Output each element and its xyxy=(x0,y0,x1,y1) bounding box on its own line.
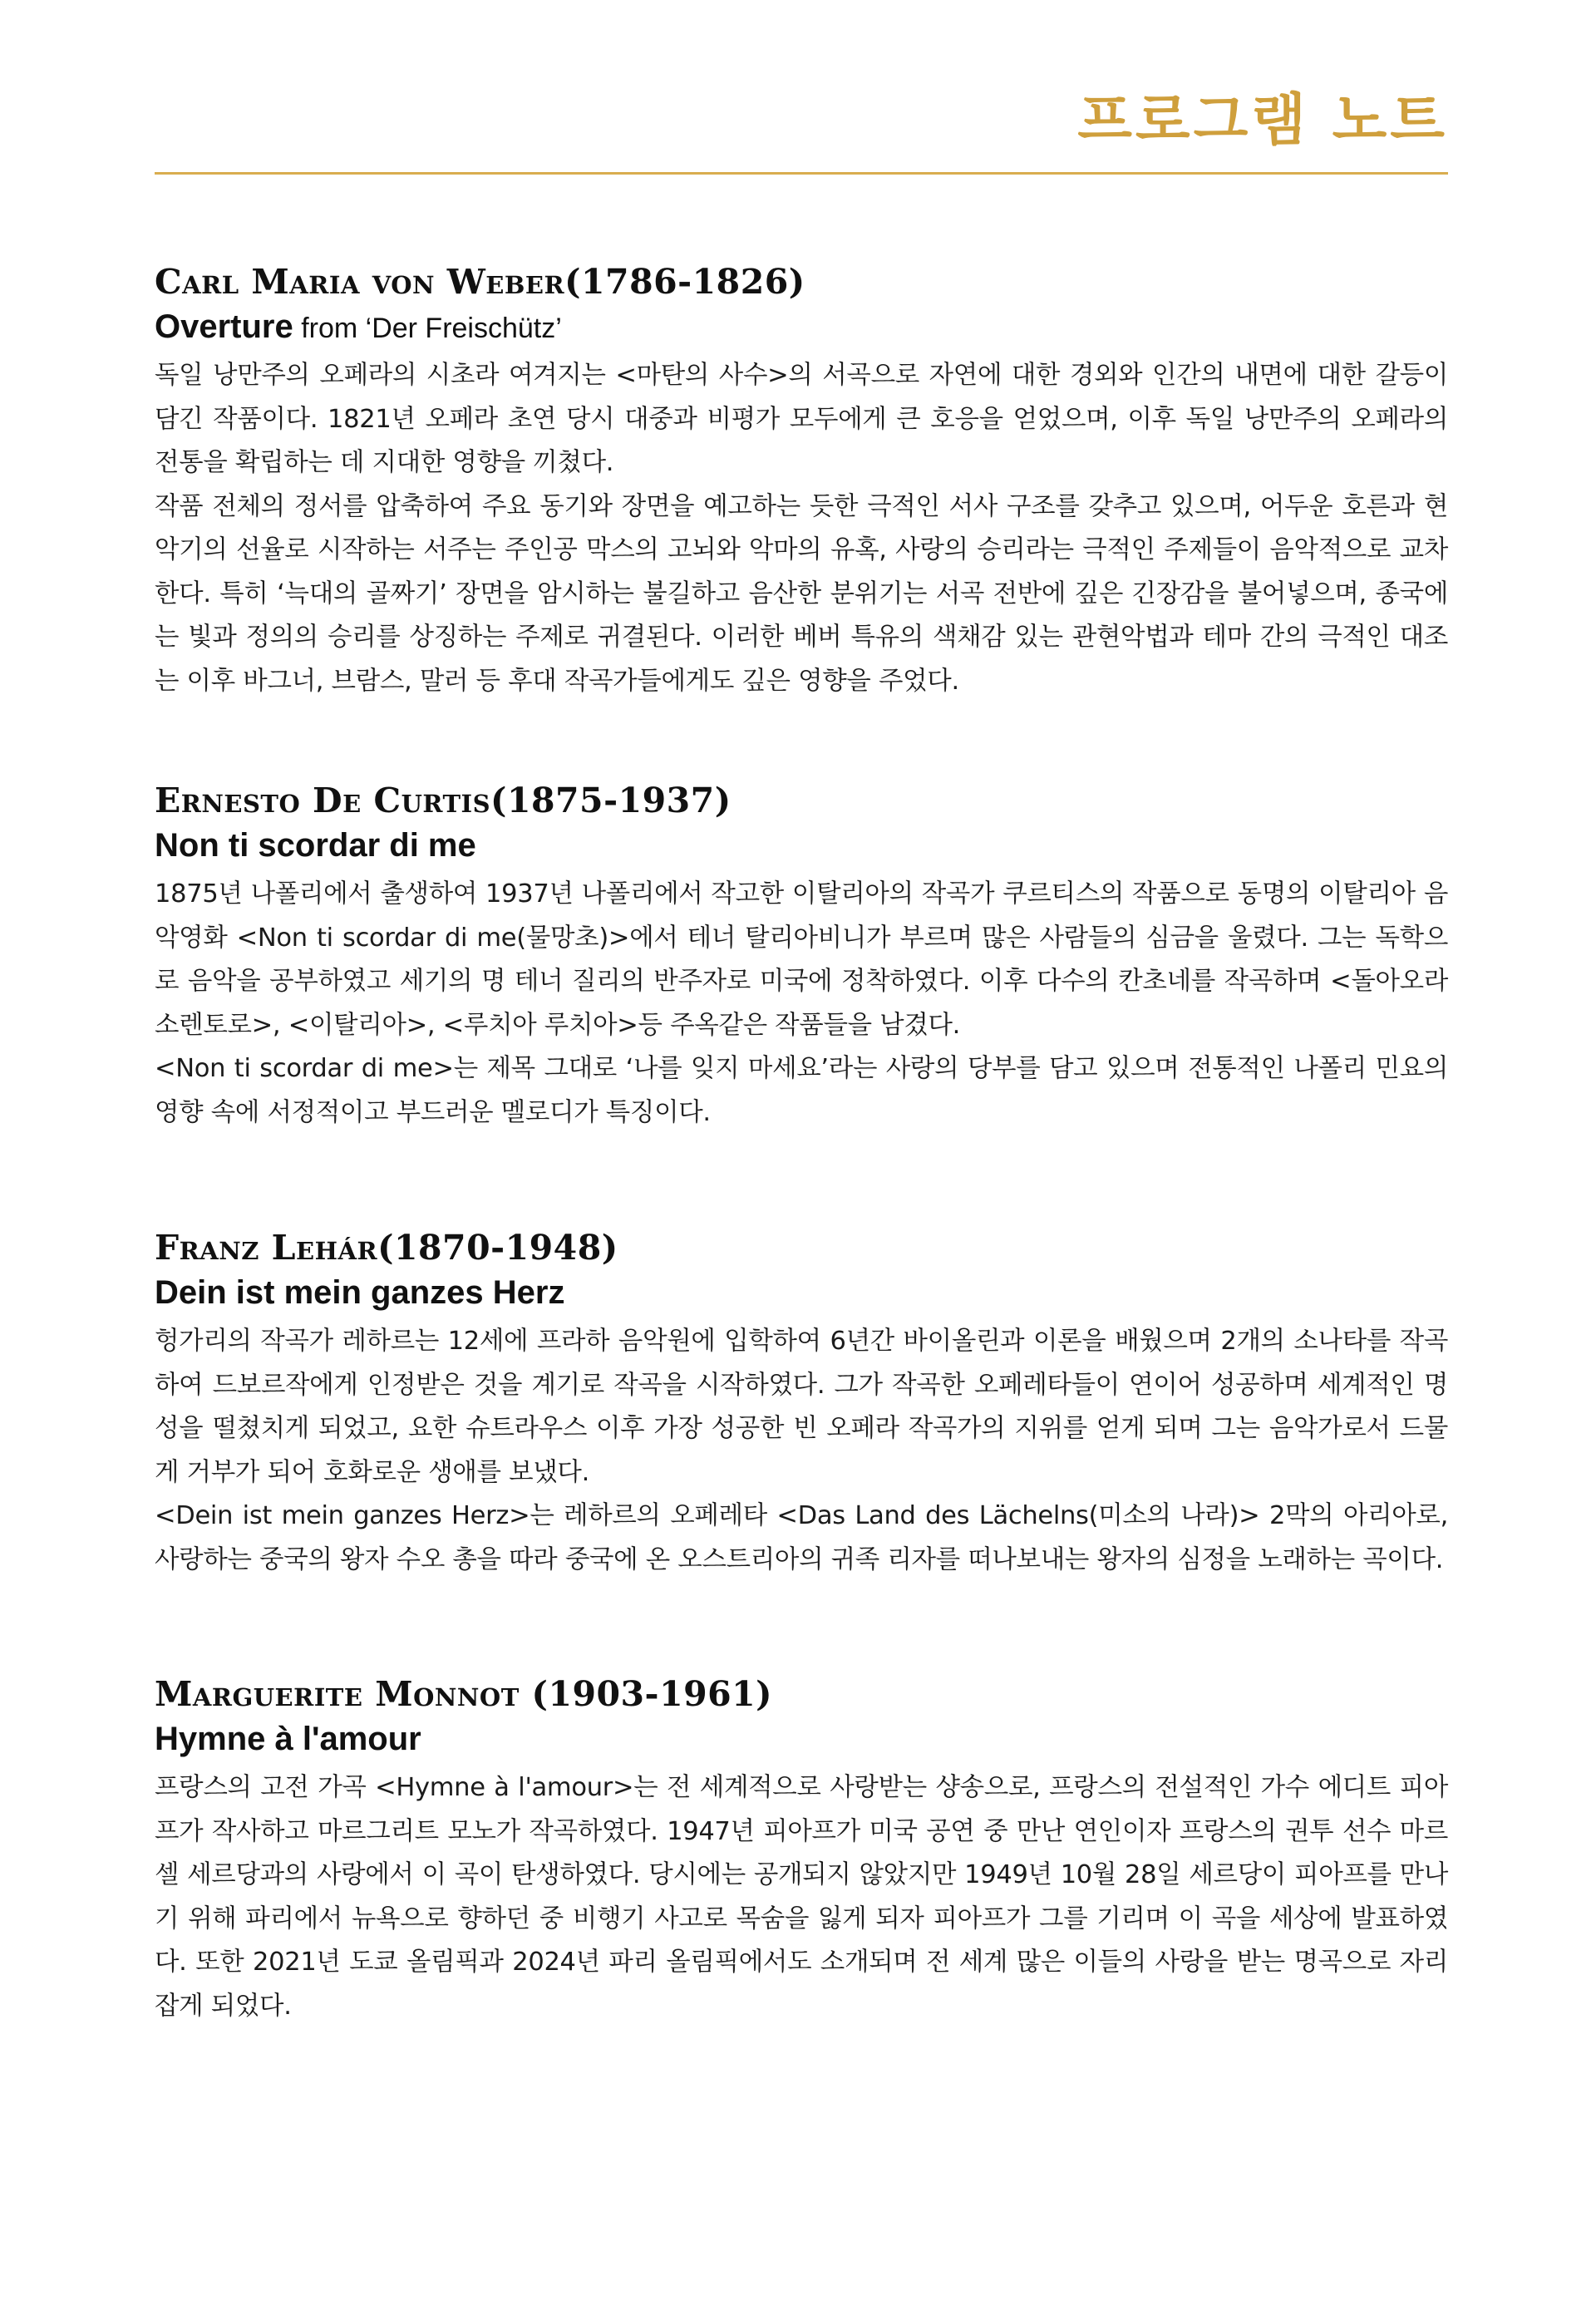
composer-heading: Ernesto De Curtis(1875-1937) xyxy=(155,781,732,820)
note-paragraph: 프랑스의 고전 가곡 <Hymne à l'amour>는 전 세계적으로 사랑받는 샹송으로, 프랑스의 전설적인 가수 에디트 피아프가 작사하고 마르그리트 모노가 작곡하였다. 1947년 피아프가 미국 공연 중 만난 연인이자 프랑스의 권투 선수 마르셀 세르당과의 사랑에서 이 곡이 탄생하였다. 당시에는 공개되지 않았지만 1949년 10월 28일 세르당이 피아프를 만나기 위해 파리에서 뉴욕으로 향하던 중 비행기 사고로 목숨을 잃게 되자 피아프가 그를 기리며 이 곡을 세상에 발표하였다. 또한 2021년 도쿄 올림픽과 2024년 파리 올림픽에서도 소개되며 전 세계 많은 이들의 사랑을 받는 명곡으로 자리 잡게 되었다. xyxy=(155,1773,1449,2021)
note-paragraph: 1875년 나폴리에서 출생하여 1937년 나폴리에서 작고한 이탈리아의 작곡가 쿠르티스의 작품으로 동명의 이탈리아 음악영화 <Non ti scordar di me(물망초)>에서 테너 탈리아비니가 부르며 많은 사람들의 심금을 울렸다. 그는 독학으로 음악을 공부하였고 세기의 명 테너 질리의 반주자로 미국에 정착하였다. 이후 다수의 칸초네를 작곡하며 <돌아오라 소렌토로>, <이탈리아>, <루치아 루치아>등 주옥같은 작품들을 남겼다. xyxy=(155,879,1448,1040)
note-paragraph: <Dein ist mein ganzes Herz>는 레하르의 오페레타 <Das Land des Lächelns(미소의 나라)> 2막의 아리아로, 사랑하는 중국의 왕자 수오 총을 따라 중국에 온 오스트리아의 귀족 리자를 떠나보내는 왕자의 심정을 노래하는 곡이다. xyxy=(155,1501,1448,1574)
program-note-weber xyxy=(155,261,1448,703)
title-divider xyxy=(155,172,1448,175)
note-paragraph: <Non ti scordar di me>는 제목 그대로 ‘나를 잊지 마세요’라는 사랑의 당부를 담고 있으며 전통적인 나폴리 민요의 영향 속에 서정적이고 부드러운 멜로디가 특징이다. xyxy=(155,1054,1448,1127)
work-title xyxy=(155,1270,1448,1317)
work-title-main: Dein ist mein ganzes Herz xyxy=(155,1274,565,1311)
note-paragraph: 작품 전체의 정서를 압축하여 주요 동기와 장면을 예고하는 듯한 극적인 서사 구조를 갖추고 있으며, 어두운 호른과 현악기의 선율로 시작하는 서주는 주인공 막스의 고뇌와 악마의 유혹, 사랑의 승리라는 극적인 주제들이 음악적으로 교차한다. 특히 ‘늑대의 골짜기’ 장면을 암시하는 불길하고 음산한 분위기는 서곡 전반에 깊은 긴장감을 불어넣으며, 종국에는 빛과 정의의 승리를 상징하는 주제로 귀결된다. 이러한 베버 특유의 색채감 있는 관현악법과 테마 간의 극적인 대조는 이후 바그너, 브람스, 말러 등 후대 작곡가들에게도 깊은 영향을 주었다. xyxy=(155,491,1448,696)
composer-heading: Carl Maria von Weber(1786-1826) xyxy=(155,262,805,302)
work-title-main: Hymne à l'amour xyxy=(155,1721,421,1757)
program-note-de-curtis xyxy=(155,780,1448,1135)
composer-heading: Franz Lehár(1870-1948) xyxy=(155,1228,618,1268)
note-paragraph: 독일 낭만주의 오페라의 시초라 여겨지는 <마탄의 사수>의 서곡으로 자연에 대한 경외와 인간의 내면에 대한 갈등이 담긴 작품이다. 1821년 오페라 초연 당시 대중과 비평가 모두에게 큰 호응을 얻었으며, 이후 독일 낭만주의 오페라의 전통을 확립하는 데 지대한 영향을 끼쳤다. xyxy=(155,361,1448,477)
work-title xyxy=(155,304,1448,351)
work-title xyxy=(155,823,1448,869)
program-note-lehar xyxy=(155,1227,1448,1582)
program-note-monnot xyxy=(155,1673,1448,2028)
note-paragraph: 헝가리의 작곡가 레하르는 12세에 프라하 음악원에 입학하여 6년간 바이올린과 이론을 배웠으며 2개의 소나타를 작곡하여 드보르작에게 인정받은 것을 계기로 작곡을 시작하였다. 그가 작곡한 오페레타들이 연이어 성공하며 세계적인 명성을 떨쳤치게 되었고, 요한 슈트라우스 이후 가장 성공한 빈 오페라 작곡가의 지위를 얻게 되며 그는 음악가로서 드물게 거부가 되어 호화로운 생애를 보냈다. xyxy=(155,1327,1448,1487)
work-title xyxy=(155,1716,1448,1763)
work-title-main: Non ti scordar di me xyxy=(155,827,476,864)
page-title: 프로그램 노트 xyxy=(1077,88,1448,154)
composer-heading: Marguerite Monnot (1903-1961) xyxy=(155,1674,773,1714)
work-title-main: Overture xyxy=(155,308,293,345)
work-title-sub: from ‘Der Freischütz’ xyxy=(293,313,562,344)
